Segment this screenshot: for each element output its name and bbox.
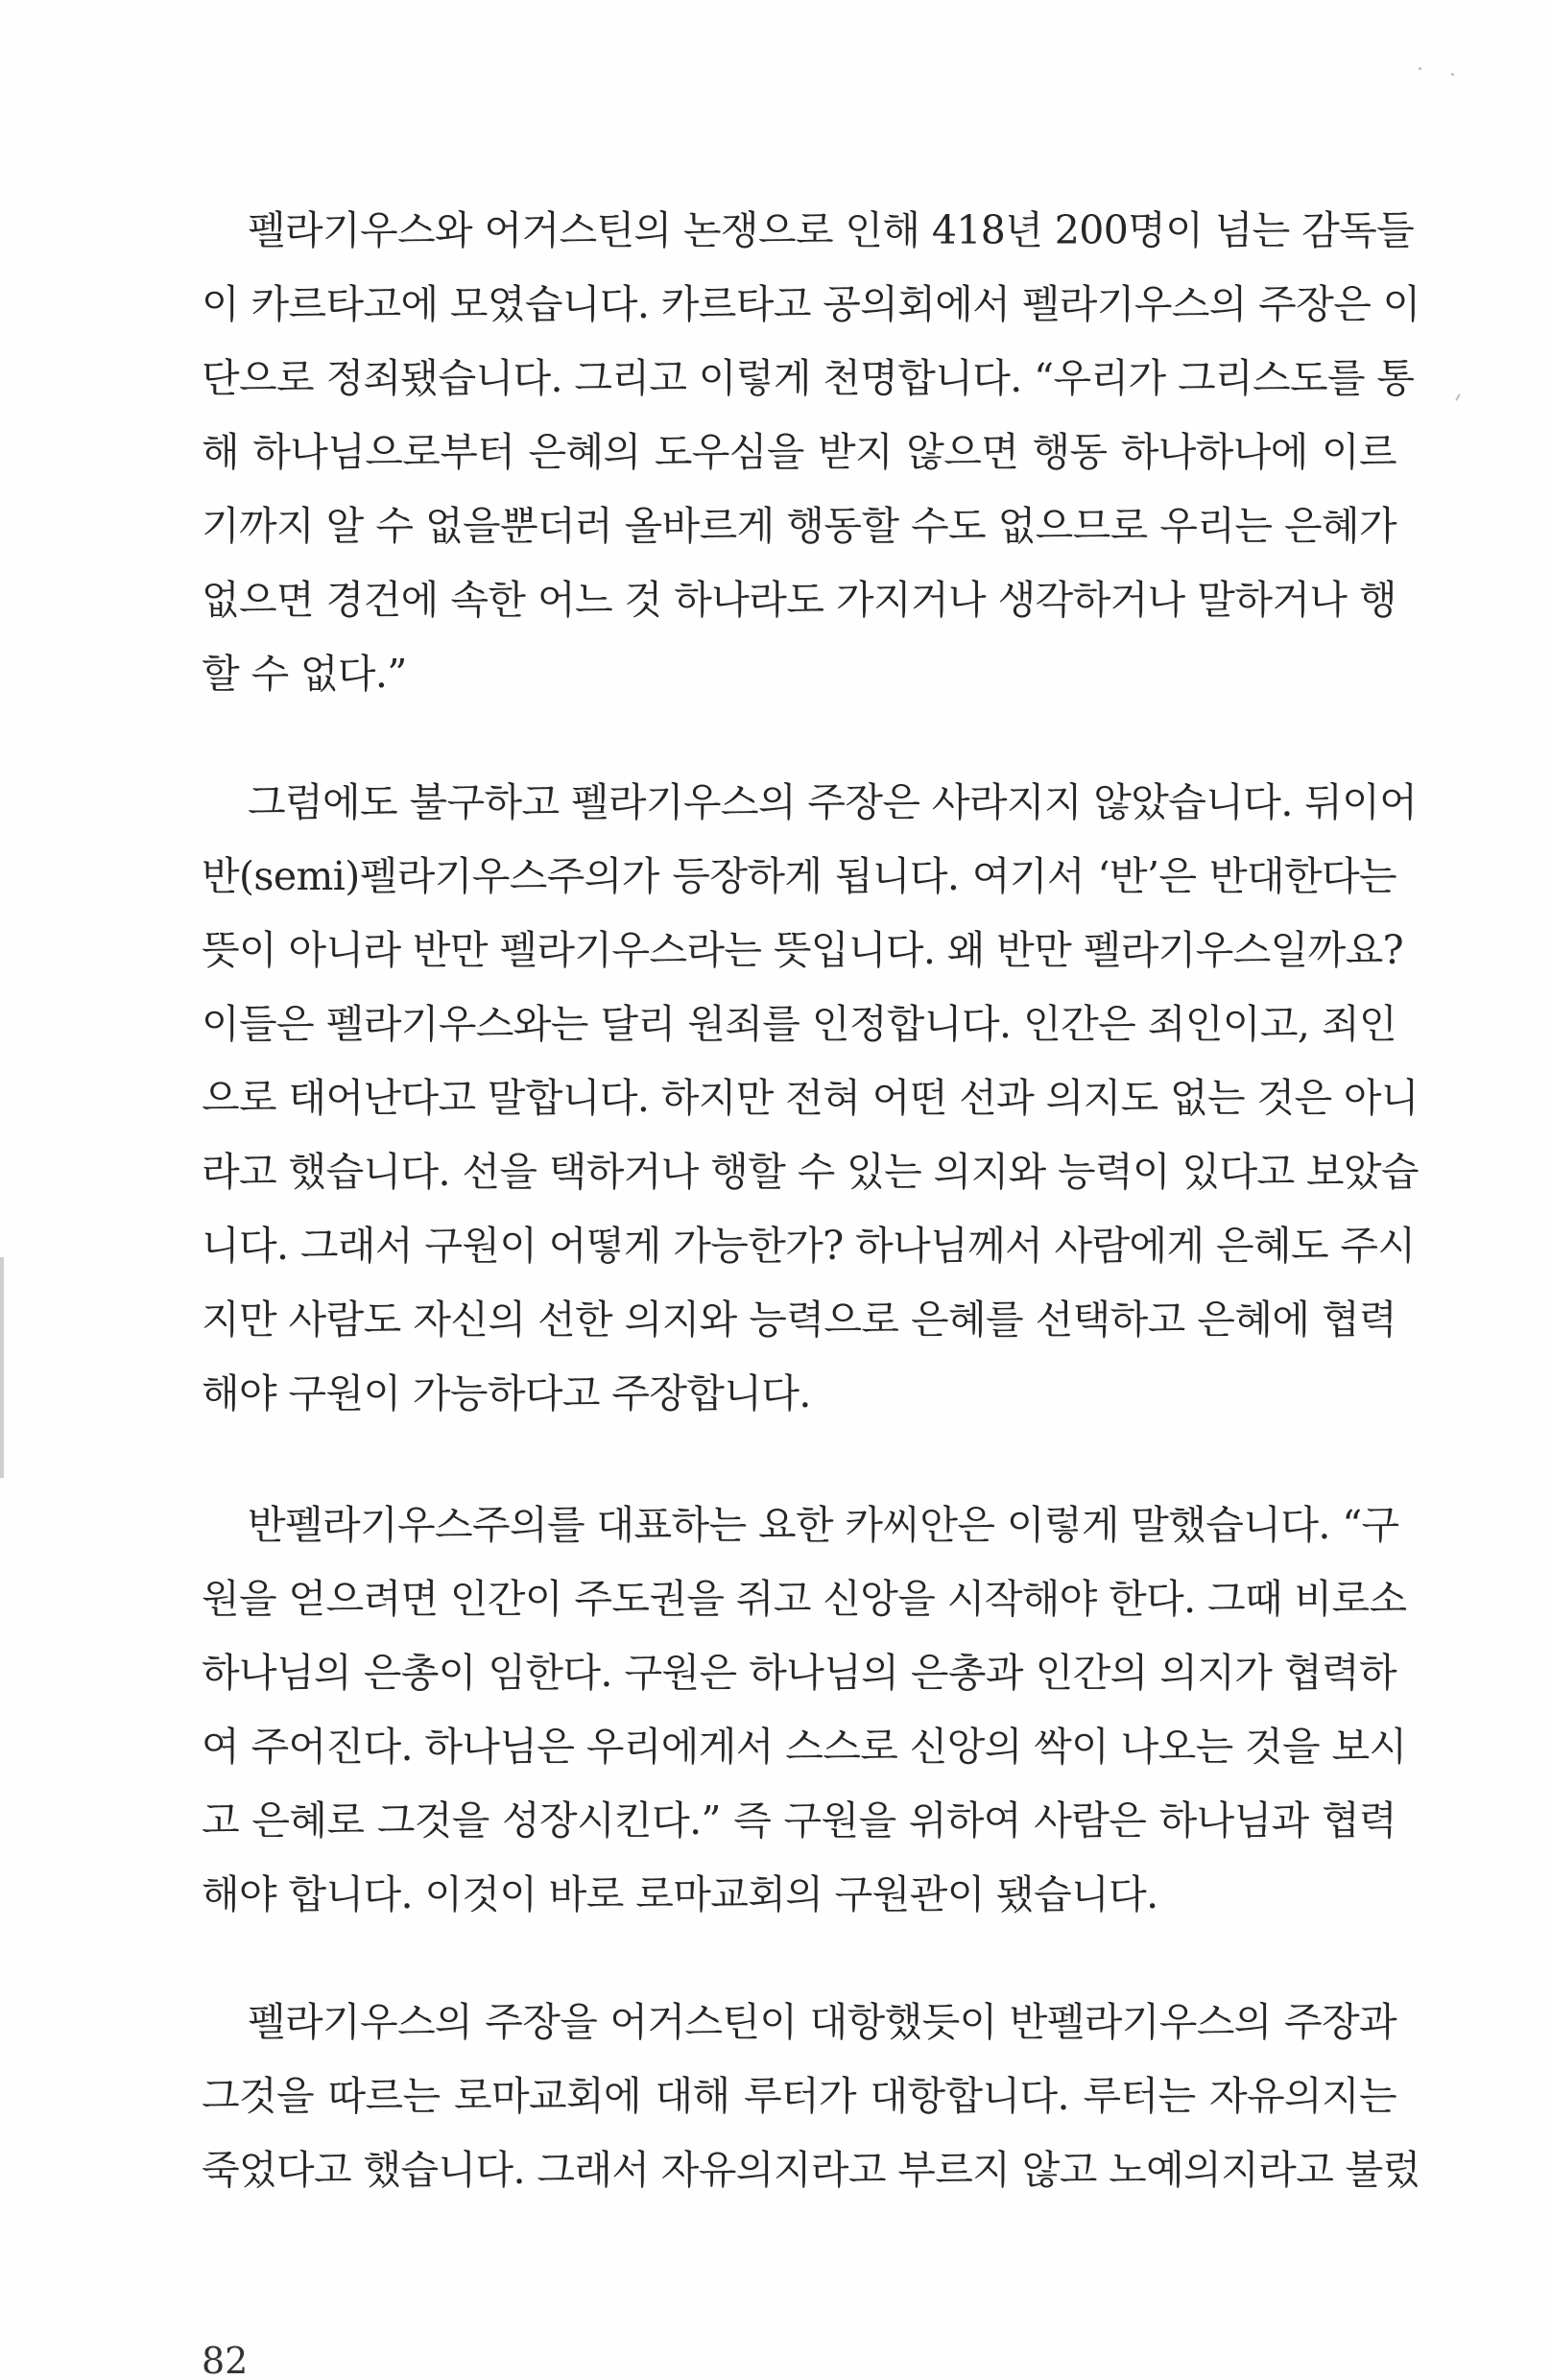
text-line: 라고 했습니다. 선을 택하거나 행할 수 있는 의지와 능력이 있다고 보았습 — [202, 1149, 1419, 1195]
page-number: 82 — [202, 2342, 249, 2380]
scan-speck — [1451, 73, 1454, 76]
text-line: 그것을 따르는 로마교회에 대해 루터가 대항합니다. 루터는 자유의지는 — [202, 2073, 1396, 2119]
text-line: 원을 얻으려면 인간이 주도권을 쥐고 신앙을 시작해야 한다. 그때 비로소 — [202, 1576, 1407, 1622]
text-line: 해야 구원이 가능하다고 주장합니다. — [202, 1370, 811, 1416]
text-line: 반펠라기우스주의를 대표하는 요한 카씨안은 이렇게 말했습니다. “구 — [248, 1502, 1399, 1548]
text-line: 펠라기우스의 주장을 어거스틴이 대항했듯이 반펠라기우스의 주장과 — [248, 1999, 1396, 2045]
text-line: 펠라기우스와 어거스틴의 논쟁으로 인해 418년 200명이 넘는 감독들 — [248, 207, 1415, 253]
text-line: 기까지 알 수 없을뿐더러 올바르게 행동할 수도 없으므로 우리는 은혜가 — [202, 503, 1396, 549]
scan-edge-shadow — [0, 1257, 4, 1478]
paragraph-3 — [202, 1488, 1407, 1932]
scan-speck — [1455, 393, 1461, 401]
text-line: 이 카르타고에 모였습니다. 카르타고 공의회에서 펠라기우스의 주장은 이 — [202, 281, 1420, 327]
text-line: 죽었다고 했습니다. 그래서 자유의지라고 부르지 않고 노예의지라고 불렀 — [202, 2147, 1420, 2193]
text-line: 해야 합니다. 이것이 바로 로마교회의 구원관이 됐습니다. — [202, 1871, 1158, 1917]
paragraph-2 — [202, 766, 1419, 1431]
text-line: 이들은 펠라기우스와는 달리 원죄를 인정합니다. 인간은 죄인이고, 죄인 — [202, 1001, 1396, 1047]
text-line: 단으로 정죄됐습니다. 그리고 이렇게 천명합니다. “우리가 그리스도를 통 — [202, 355, 1415, 401]
text-line: 고 은혜로 그것을 성장시킨다.” 즉 구원을 위하여 사람은 하나님과 협력 — [202, 1797, 1396, 1844]
text-line: 해 하나님으로부터 은혜의 도우심을 받지 않으면 행동 하나하나에 이르 — [202, 429, 1396, 475]
text-line: 니다. 그래서 구원이 어떻게 가능한가? 하나님께서 사람에게 은혜도 주시 — [202, 1223, 1416, 1269]
text-line: 지만 사람도 자신의 선한 의지와 능력으로 은혜를 선택하고 은혜에 협력 — [202, 1297, 1396, 1343]
text-line: 으로 태어난다고 말합니다. 하지만 전혀 어떤 선과 의지도 없는 것은 아니 — [202, 1075, 1419, 1121]
text-line: 뜻이 아니라 반만 펠라기우스라는 뜻입니다. 왜 반만 펠라기우스일까요? — [202, 927, 1404, 973]
text-line: 하나님의 은총이 임한다. 구원은 하나님의 은총과 인간의 의지가 협력하 — [202, 1650, 1396, 1696]
text-line: 없으면 경건에 속한 어느 것 하나라도 가지거나 생각하거나 말하거나 행 — [202, 577, 1396, 623]
text-line: 그럼에도 불구하고 펠라기우스의 주장은 사라지지 않았습니다. 뒤이어 — [248, 779, 1418, 825]
paragraph-4 — [202, 1986, 1420, 2207]
scan-speck — [1419, 67, 1421, 70]
paragraph-1 — [202, 194, 1420, 711]
text-line: 할 수 없다.” — [202, 651, 407, 697]
text-line: 여 주어진다. 하나님은 우리에게서 스스로 신앙의 싹이 나오는 것을 보시 — [202, 1724, 1407, 1770]
text-line: 반(semi)펠라기우스주의가 등장하게 됩니다. 여기서 ‘반’은 반대한다는 — [202, 853, 1396, 899]
